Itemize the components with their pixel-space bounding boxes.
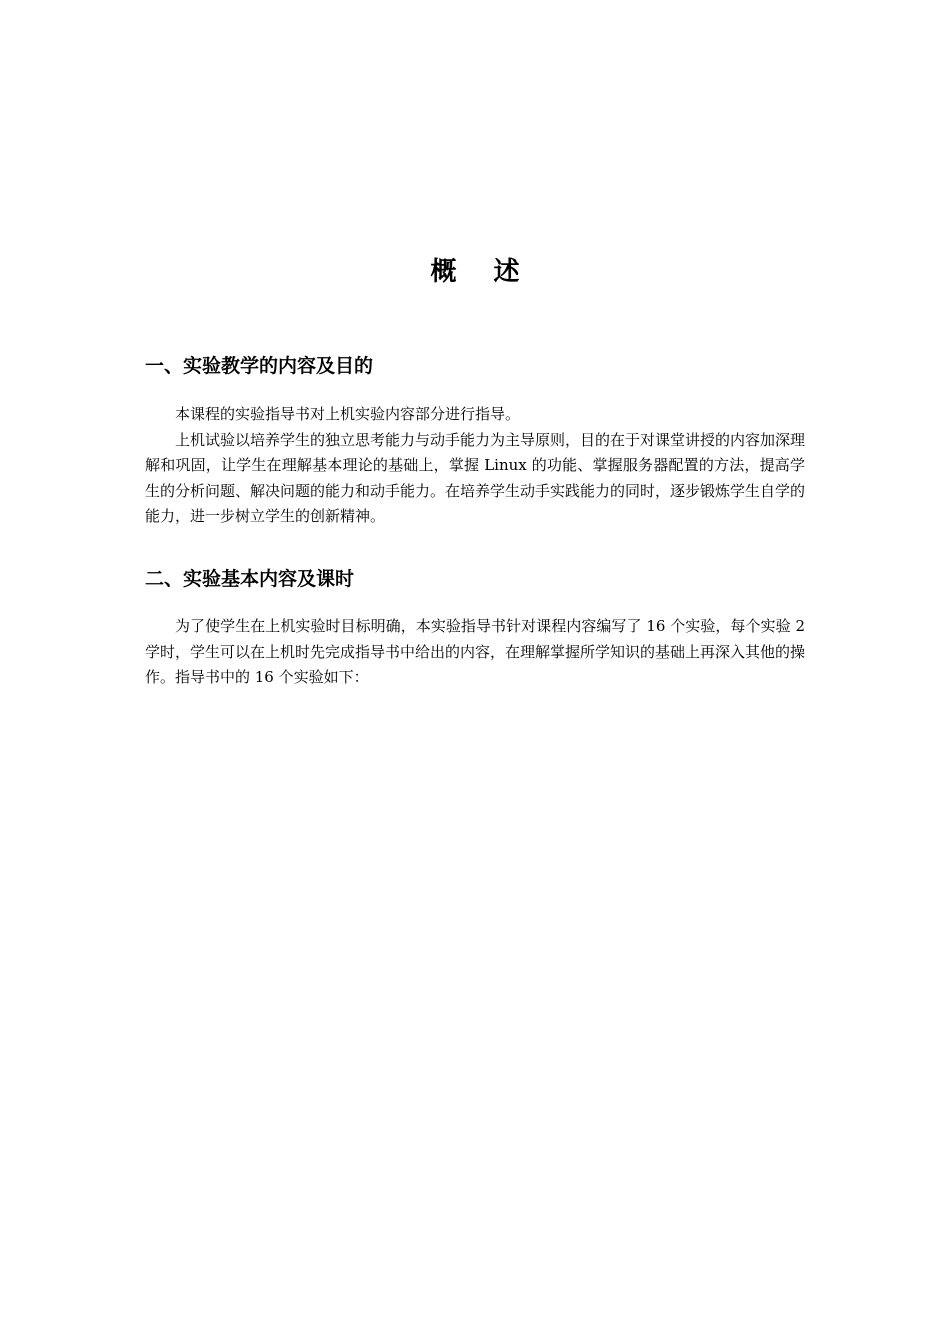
section-basic-content-and-hours bbox=[145, 565, 806, 686]
page-title: 概 述 bbox=[430, 257, 534, 287]
section-body bbox=[145, 614, 805, 691]
paragraph: 本课程的实验指导书对上机实验内容部分进行指导。 bbox=[175, 405, 521, 423]
section-heading: 二、实验基本内容及课时 bbox=[145, 568, 355, 590]
paragraph: 上机试验以培养学生的独立思考能力与动手能力为主导原则，目的在于对课堂讲授的内容加深理解和巩固，让学生在理解基本理论的基础上，掌握 Linux 的功能、掌握服务器配置的方法，提高学生的分析问题、解决问题的能力和动手能力。在培养学生动手实践能力的同时，逐步锻炼学生自学的能力，进一步树立学生的创新精神。 bbox=[145, 430, 806, 525]
paragraph: 为了使学生在上机实验时目标明确，本实验指导书针对课程内容编写了 16 个实验，每个实验 2 学时，学生可以在上机时先完成指导书中给出的内容，在理解掌握所学知识的基础上再深入其他的操作。指导书中的 16 个实验如下： bbox=[145, 617, 806, 686]
section-heading: 一、实验教学的内容及目的 bbox=[145, 355, 374, 377]
section-body bbox=[145, 402, 805, 530]
section-content-and-purpose bbox=[145, 352, 806, 525]
